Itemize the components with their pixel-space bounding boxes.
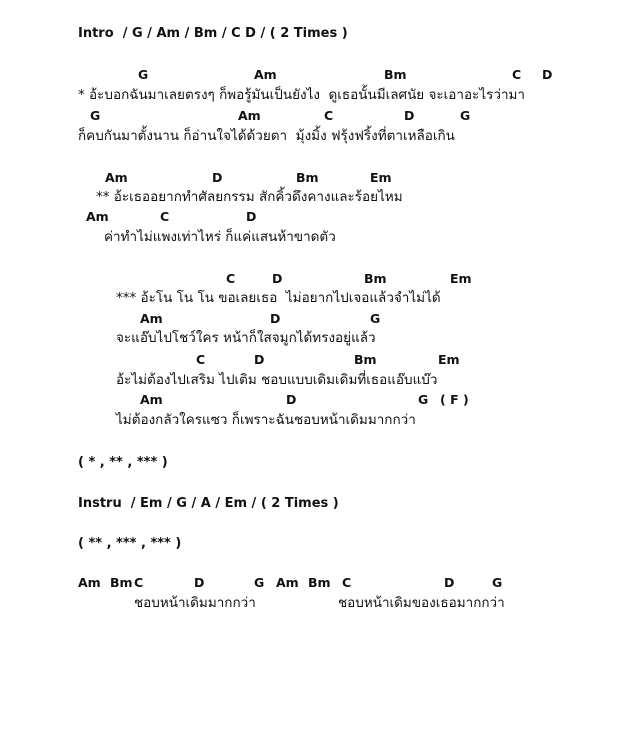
chord: G bbox=[90, 108, 101, 123]
outro-lyric-a: ชอบหน้าเดิมมากกว่า bbox=[134, 595, 256, 611]
chord: Am bbox=[140, 311, 163, 326]
chorus-lyric-3: อ้ะไม่ต้องไปเสริม ไปเติม ชอบแบบเดิมเดิมที่เธอแอ๊บแบ๊ว bbox=[116, 372, 438, 388]
repeat-marker-2: ( ** , *** , *** ) bbox=[78, 536, 182, 551]
chord: Bm bbox=[296, 170, 319, 185]
chord: D bbox=[246, 209, 257, 224]
chord: Bm bbox=[384, 67, 407, 82]
chord: D bbox=[286, 392, 297, 407]
chord: C bbox=[342, 575, 352, 590]
chord: Am bbox=[140, 392, 163, 407]
instru-line: Instru / Em / G / A / Em / ( 2 Times ) bbox=[78, 496, 339, 511]
chord: Am bbox=[254, 67, 277, 82]
chorus-lyric-4: ไม่ต้องกลัวใครแซว ก็เพราะฉันชอบหน้าเดิมมากกว่า bbox=[116, 412, 416, 428]
chord: D bbox=[212, 170, 223, 185]
chord: Bm bbox=[308, 575, 331, 590]
chord: Bm bbox=[110, 575, 133, 590]
chord: D bbox=[444, 575, 455, 590]
chord: D bbox=[254, 352, 265, 367]
repeat-marker-1: ( * , ** , *** ) bbox=[78, 455, 168, 470]
chord: G bbox=[138, 67, 149, 82]
chord: Am bbox=[78, 575, 101, 590]
chord: C bbox=[196, 352, 206, 367]
outro-chord-line bbox=[0, 575, 620, 751]
chord: C bbox=[134, 575, 144, 590]
verse2-lyric-2: ค่าทำไม่แพงเท่าไหร่ ก็แค่แสนห้าขาดตัว bbox=[104, 229, 336, 245]
chord: D bbox=[270, 311, 281, 326]
chord: D bbox=[404, 108, 415, 123]
verse1-lyric-2: ก็คบกันมาตั้งนาน ก็อ่านใจได้ด้วยตา มุ้งมิ้ง ฟรุ้งฟริ้งที่ตาเหลือเกิน bbox=[78, 128, 455, 144]
chord: C bbox=[226, 271, 236, 286]
chorus-lyric-2: จะแอ๊บไปโชว์ใคร หน้าก็ใสจมูกได้ทรงอยู่แล้ว bbox=[116, 330, 376, 346]
chord: C bbox=[512, 67, 522, 82]
chord: Am bbox=[238, 108, 261, 123]
chord: ( F ) bbox=[440, 392, 469, 407]
chord: Am bbox=[86, 209, 109, 224]
outro-lyric-b: ชอบหน้าเดิมของเธอมากกว่า bbox=[338, 595, 505, 611]
chord: G bbox=[492, 575, 503, 590]
verse1-lyric-1: * อ้ะบอกฉันมาเลยตรงๆ ก็พอรู้มันเป็นยังไง ดูเธอนั้นมีเลศนัย จะเอาอะไรว่ามา bbox=[78, 87, 526, 103]
chord: C bbox=[324, 108, 334, 123]
chord: Em bbox=[450, 271, 472, 286]
chord: G bbox=[254, 575, 265, 590]
chord: C bbox=[160, 209, 170, 224]
chord: G bbox=[418, 392, 429, 407]
chord: D bbox=[272, 271, 283, 286]
chord: Am bbox=[105, 170, 128, 185]
chord: Em bbox=[370, 170, 392, 185]
verse2-lyric-1: ** อ้ะเธออยากทำศัลยกรรม สักคิ้วดึงคางและร้อยไหม bbox=[96, 189, 403, 205]
chord: Bm bbox=[364, 271, 387, 286]
chord: D bbox=[542, 67, 553, 82]
chord: D bbox=[194, 575, 205, 590]
chorus-lyric-1: *** อ้ะโน โน โน ขอเลยเธอ ไม่อยากไปเจอแล้วจำไม่ได้ bbox=[116, 290, 441, 306]
chord: G bbox=[370, 311, 381, 326]
intro-line: Intro / G / Am / Bm / C D / ( 2 Times ) bbox=[78, 26, 348, 41]
chord: Bm bbox=[354, 352, 377, 367]
chord: Am bbox=[276, 575, 299, 590]
chord: G bbox=[460, 108, 471, 123]
chord: Em bbox=[438, 352, 460, 367]
